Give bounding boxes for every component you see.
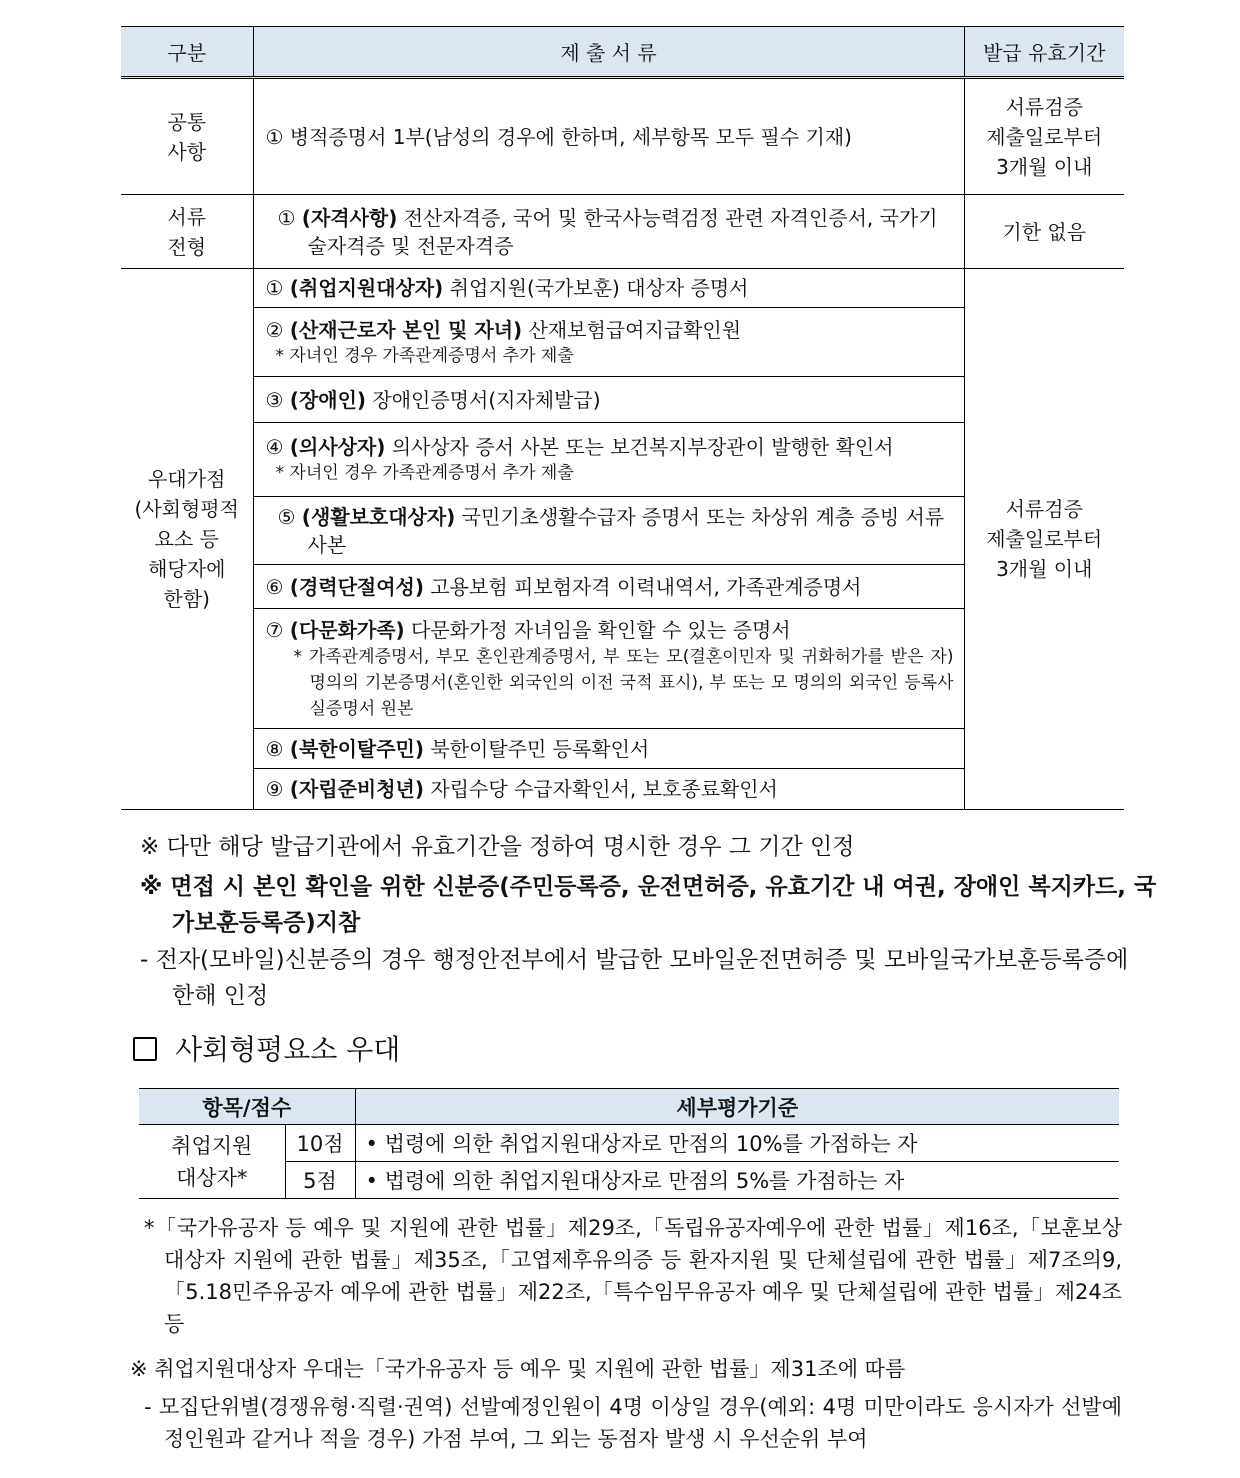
score-criteria: • 법령에 의한 취업지원대상자로 만점의 5%를 가점하는 자 (355, 1162, 1119, 1199)
preference-item-8: ⑧ (북한이탈주민) 북한이탈주민 등록확인서 (253, 729, 964, 769)
score-category: 취업지원 대상자* (139, 1125, 285, 1199)
footnote-laws: *「국가유공자 등 예우 및 지원에 관한 법률」제29조,「독립유공자예우에 관한 법률」제16조,「보훈보상대상자 지원에 관한 법률」제35조,「고엽제후유의증 등 환자지원 및 단체설립에 관한 법률」제7조의9,「5.18민주유공자 예우에 관한 법률」제22조,「특수임무유공자 예우 및 단체설립에 관한 법률」제24조 등 (144, 1216, 1122, 1336)
validity-preference: 서류검증 제출일로부터 3개월 이내 (964, 269, 1124, 810)
validity-screening: 기한 없음 (964, 195, 1124, 269)
validity-common: 서류검증 제출일로부터 3개월 이내 (964, 78, 1124, 195)
score-criteria: • 법령에 의한 취업지원대상자로 만점의 10%를 가점하는 자 (355, 1125, 1119, 1162)
note-validity: ※ 다만 해당 발급기관에서 유효기간을 정하여 명시한 경우 그 기간 인정 (140, 834, 855, 860)
score-table (139, 1088, 1119, 1199)
preference-item-3: ③ (장애인) 장애인증명서(지자체발급) (253, 377, 964, 423)
note-id-required: ※ 면접 시 본인 확인을 위한 신분증(주민등록증, 운전면허증, 유효기간 내 여권, 장애인 복지카드, 국가보훈등록증)지참 (140, 874, 1157, 936)
preference-item-2: ② (산재근로자 본인 및 자녀) 산재보험급여지급확인원 * 자녀인 경우 가족관계증명서 추가 제출 (253, 308, 964, 377)
category-preference: 우대가점 (사회형평적 요소 등 해당자에 한함) (121, 269, 253, 810)
category-common: 공통 사항 (121, 78, 253, 195)
preference-item-5: ⑤ (생활보호대상자) 국민기초생활수급자 증명서 또는 차상위 계층 증빙 서류 사본 (253, 497, 964, 565)
table-row (121, 78, 1124, 195)
header-criteria: 세부평가기준 (355, 1089, 1119, 1125)
preference-item-1: ① (취업지원대상자) 취업지원(국가보훈) 대상자 증명서 (253, 269, 964, 308)
table-row (139, 1125, 1119, 1162)
preference-item-6: ⑥ (경력단절여성) 고용보험 피보험자격 이력내역서, 가족관계증명서 (253, 565, 964, 609)
preference-item-7: ⑦ (다문화가족) 다문화가정 자녀임을 확인할 수 있는 증명서 * 가족관계증명서, 부모 혼인관계증명서, 부 또는 모(결혼이민자 및 귀화허가를 받은 자) 명의의 기본증명서(혼인한 외국인의 이전 국적 표시), 부 또는 모 명의의 외국인 등록사실증명서 원본 (253, 609, 964, 729)
documents-table (121, 26, 1124, 810)
checkbox-icon (133, 1037, 157, 1061)
header-validity: 발급 유효기간 (964, 27, 1124, 78)
section-title: 사회형평요소 우대 (133, 1030, 400, 1070)
table-row (121, 195, 1124, 269)
score-value: 5점 (285, 1162, 355, 1199)
footnote-priority: ※ 취업지원대상자 우대는「국가유공자 등 예우 및 지원에 관한 법률」제31조에 따름 (130, 1357, 906, 1381)
note-mobile-id: - 전자(모바일)신분증의 경우 행정안전부에서 발급한 모바일운전면허증 및 모바일국가보훈등록증에 한해 인정 (140, 947, 1129, 1009)
header-category: 구분 (121, 27, 253, 78)
footnote-points: - 모집단위별(경쟁유형·직렬·권역) 선발예정인원이 4명 이상일 경우(예외: 4명 미만이라도 응시자가 선발예정인원과 같거나 적을 경우) 가점 부여, 그 외는 동점자 발생 시 우선순위 부여 (144, 1395, 1122, 1451)
preference-item-9: ⑨ (자립준비청년) 자립수당 수급자확인서, 보호종료확인서 (253, 769, 964, 810)
score-value: 10점 (285, 1125, 355, 1162)
header-documents: 제 출 서 류 (253, 27, 964, 78)
category-screening: 서류 전형 (121, 195, 253, 269)
screening-item: ① (자격사항) 전산자격증, 국어 및 한국사능력검정 관련 자격인증서, 국가기술자격증 및 전문자격증 (253, 195, 964, 269)
header-item-score: 항목/점수 (139, 1089, 355, 1125)
table-row (121, 269, 1124, 308)
preference-item-4: ④ (의사상자) 의사상자 증서 사본 또는 보건복지부장관이 발행한 확인서 * 자녀인 경우 가족관계증명서 추가 제출 (253, 423, 964, 497)
common-item: ① 병적증명서 1부(남성의 경우에 한하며, 세부항목 모두 필수 기재) (253, 78, 964, 195)
table-row (139, 1162, 1119, 1199)
